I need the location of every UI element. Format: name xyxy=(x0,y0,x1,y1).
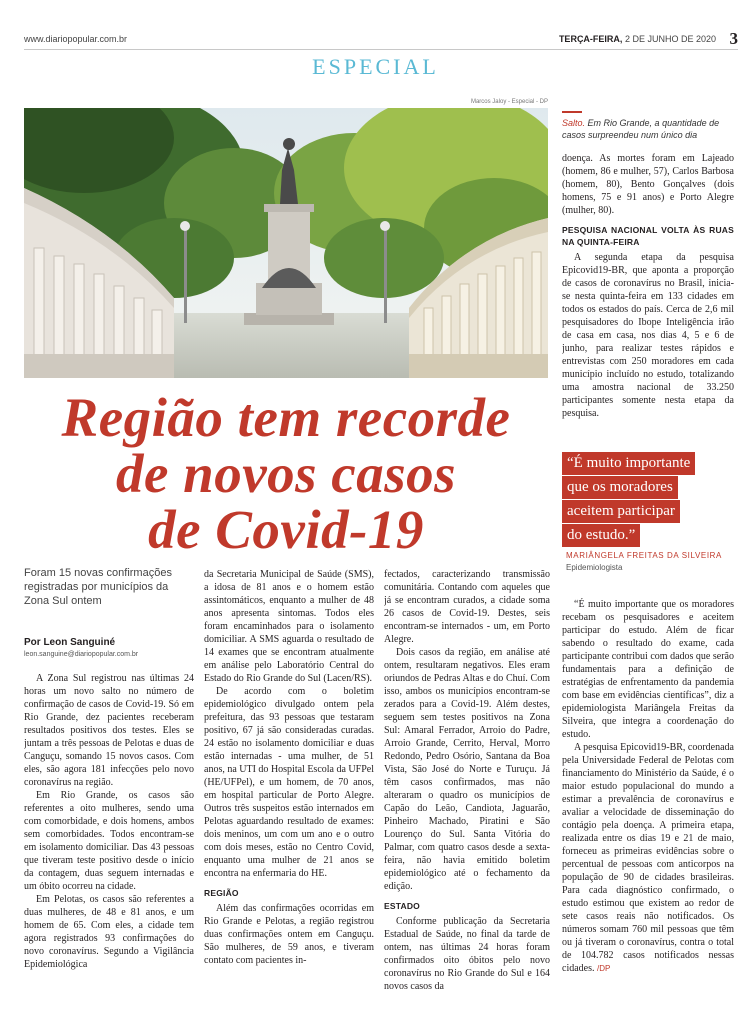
article-column-2 xyxy=(204,568,374,1002)
paragraph: Em Pelotas, os casos são referentes a duas mulheres, de 48 e 81 anos, e um homem de 65. Com eles, a cidade tem agora registrados 93 confirmações do novo coronavírus. Segundo a Vigilância Epidemiológica xyxy=(24,894,194,970)
article-column-3 xyxy=(384,568,550,1002)
paragraph: Conforme publicação da Secretaria Estadual de Saúde, no final da tarde de ontem, nas últimas 24 horas foram confirmados oito óbitos pelo novo coronavírus no Rio Grande do Sul e 164 novos casos da xyxy=(384,916,550,992)
paragraph: “É muito importante que os moradores recebam os pesquisadores e aceitem participar do estudo. Além de ficar sabendo o resultado do exame, cada participante contribui com dados que serão fundamentais para a definição de estratégias de enfrentamento da pandemia com base em evidências científicas”, diz a epidemiologista Mariângela Freitas da Silveira, que integra a coordenação do estudo. xyxy=(562,599,734,740)
page-number: 3 xyxy=(729,29,738,48)
section-title: ESPECIAL xyxy=(312,54,439,79)
paragraph: De acordo com o boletim epidemiológico divulgado ontem pela prefeitura, das 93 pessoas que testaram positivo, 67 já são consideradas curadas. 24 estão no isolamento domiciliar e duas estão internadas - uma mulher, de 51 anos, na UTI do Hospital Escola da UFPel (HE/UFPel), e um homem, de 70 anos, em hospital particular de Porto Alegre. Outros três suspeitos estão internados em Pelotas aguardando resultado de exames: dois meninos, um com um ano e o outro com dois meses, estão no Centro Covid, enquanto uma mulher de 21 anos se encontra na enfermaria do HE. xyxy=(204,686,374,879)
pull-quote-line: “É muito importante xyxy=(562,452,695,475)
photo-credit: Marcos Jaloy - Especial - DP xyxy=(470,99,548,105)
header-rule xyxy=(24,49,738,50)
deck: Foram 15 novas confirmações registradas por municípios da Zona Sul ontem xyxy=(24,567,172,607)
site-url[interactable]: www.diariopopular.com.br xyxy=(24,34,128,44)
page-header xyxy=(24,29,738,48)
subhead-pesquisa: PESQUISA NACIONAL VOLTA ÀS RUAS NA QUINTA-FEIRA xyxy=(562,225,734,247)
article-column-4 xyxy=(562,152,734,428)
byline-email[interactable]: leon.sanguine@diariopopular.com.br xyxy=(24,651,139,658)
caption-text: Em Rio Grande, a quantidade de casos surpreendeu num único dia xyxy=(562,118,720,140)
date: 2 DE JUNHO DE 2020 xyxy=(624,34,716,44)
weekday: TERÇA-FEIRA, xyxy=(558,34,623,44)
quote-role: Epidemiologista xyxy=(566,563,623,572)
caption-marker xyxy=(562,111,582,113)
paragraph: Dois casos da região, em análise até ontem, resultaram negativos. Eles eram oriundos de Pedras Altas e do Chuí. Com isso, ambos os municípios encontram-se zerados para a Covid-19. Além destes, seguem sem testes positivos na Zona Sul: Amaral Ferrador, Arroio do Padre, Arroio Grande, Cerrito, Herval, Morro Redondo, Pedro Osório, Santana da Boa Vista, São José do Norte e Turuçu. Já têm casos confirmados, mas não alteraram o quadro os municípios de Capão do Leão, Candiota, Jaguarão, Pinheiro Machado, Piratini e São Lourenço do Sul. Santa Vitória do Palmar, com quatro casos desde a sexta-feira, não havia emitido boletim epidemiológico até o fechamento da edição. xyxy=(384,647,550,892)
quote-author: MARIÂNGELA FREITAS DA SILVEIRA xyxy=(566,551,722,560)
headline xyxy=(24,387,548,560)
headline-line-3: de Covid-19 xyxy=(148,499,424,560)
article-column-5 xyxy=(562,598,734,1002)
paragraph: da Secretaria Municipal de Saúde (SMS), a idosa de 81 anos e o homem estão assintomáticos, enquanto a mulher de 48 anos apresenta sintomas. Todos eles foram encaminhados para o isolamento domiciliar. A SMS aguarda o resultado de 14 exames que se encontram atualmente em análise pelo Laboratório Central do Estado do Rio Grande do Sul (Lacen/RS). xyxy=(204,569,374,684)
signoff: /DP xyxy=(597,964,611,973)
byline-author: Por Leon Sanguiné xyxy=(24,637,116,648)
dateline xyxy=(559,34,716,44)
subhead-estado: ESTADO xyxy=(384,901,420,911)
caption-lead: Salto. xyxy=(562,118,586,128)
article-photo xyxy=(24,108,548,378)
paragraph: A segunda etapa da pesquisa Epicovid19-BR, que aponta a proporção de casos de coronavírus no Brasil, inicia-se nesta quinta-feira em 133 cidades em todos os estados do país. Cerca de 2,6 mil pesquisadores do Ibope Inteligência irão de casa em casa, nos dias 4, 5 e 6 de junho, para realizar testes rápidos e entrevistas com 250 moradores em cada município incluído no estudo, totalizando uma amostra nacional de 33.250 participantes somente nesta etapa da pesquisa. xyxy=(562,252,734,419)
headline-line-2: de novos casos xyxy=(115,443,457,504)
pull-quote xyxy=(562,452,734,548)
pull-quote-line: aceitem participar xyxy=(562,500,680,523)
paragraph: Além das confirmações ocorridas em Rio Grande e Pelotas, a região registrou duas confirmações ontem em Canguçu. São mulheres, de 59 anos, e tiveram contato com pacientes in- xyxy=(204,903,374,966)
headline-line-1: Região tem recorde xyxy=(61,387,511,448)
pull-quote-line: que os moradores xyxy=(562,476,678,499)
paragraph: fectados, caracterizando transmissão comunitária. Contando com aqueles que já se encontram curados, a cidade soma 26 casos de Covid-19. Destes, seis encontram-se internados - um, em Porto Alegre. xyxy=(384,569,550,645)
pull-quote-line: do estudo.” xyxy=(562,524,640,547)
paragraph: Em Rio Grande, os casos são referentes a oito mulheres, sendo uma com comorbidade, e dois homens, ambos sem comorbidades. Todos encontram-se em isolamento domiciliar. Das 43 pessoas que tiveram teste positivo desde o início da contagem, duas seguem internadas e um óbito ocorreu na cidade. xyxy=(24,790,194,892)
paragraph-text: A pesquisa Epicovid19-BR, coordenada pela Universidade Federal de Pelotas com financiamento do Ministério da Saúde, é o maior estudo populacional do mundo a estimar a prevalência de coronavírus e avaliar a velocidade de disseminação do contágio pela doença. A primeira etapa, realizada entre os dias 19 e 21 de maio, forneceu as primeiras evidências sobre o percentual de pessoas com anticorpos na população de 90 de cidades brasileiras. Para cada diagnóstico confirmado, o estudo estimou que existem ao redor de sete casos reais não notificados. Os números somam 760 mil pessoas que têm ou já tiveram o coronavírus, contra o total de 104.782 casos notificados nessas cidades. xyxy=(562,742,734,974)
paragraph: A Zona Sul registrou nas últimas 24 horas um novo salto no número de confirmação de casos de Covid-19. Só em Rio Grande, dez pacientes receberam resultados positivos dos testes. Eles se juntam a três pessoas de Pelotas e duas de Canguçu, somando 15 novos casos. Com eles, são agora 181 infecções pelo novo coronavírus na região. xyxy=(24,673,194,788)
article-column-1 xyxy=(24,672,194,1002)
paragraph: doença. As mortes foram em Lajeado (homem, 86 e mulher, 57), Carlos Barbosa (homem, 80), Bento Gonçalves (dois homens, 75 e 91 anos) e Porto Alegre (mulher, 80). xyxy=(562,153,734,216)
paragraph xyxy=(562,741,734,975)
photo-caption xyxy=(562,117,734,141)
subhead-regiao: REGIÃO xyxy=(204,888,239,898)
